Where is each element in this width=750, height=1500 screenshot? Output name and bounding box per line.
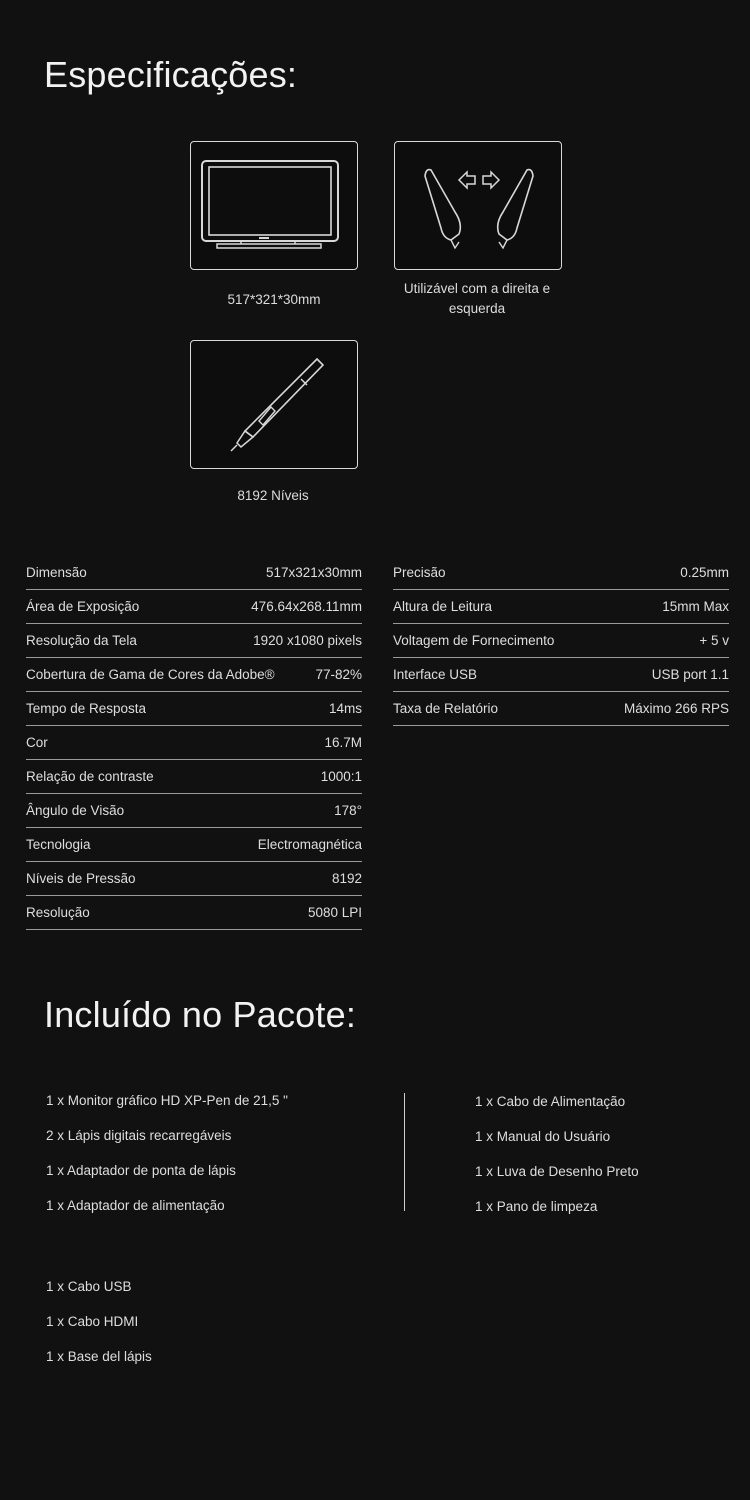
- spec-value: 517x321x30mm: [265, 565, 362, 580]
- spec-row: [26, 760, 362, 794]
- spec-value: 178°: [334, 803, 362, 818]
- package-item: 1 x Adaptador de ponta de lápis: [46, 1163, 236, 1178]
- spec-row: [26, 862, 362, 896]
- spec-row: [26, 692, 362, 726]
- spec-value: USB port 1.1: [651, 667, 729, 682]
- spec-label: Altura de Leitura: [393, 599, 493, 614]
- spec-row: [26, 794, 362, 828]
- package-divider: [404, 1093, 405, 1211]
- feature-card-ambidextrous: [394, 141, 562, 270]
- spec-value: 15mm Max: [662, 599, 729, 614]
- package-list-col1: [46, 1083, 288, 1223]
- package-item: 1 x Manual do Usuário: [475, 1129, 611, 1144]
- package-item: 1 x Base del lápis: [46, 1349, 152, 1364]
- spec-row: [26, 828, 362, 862]
- spec-value: 1000:1: [320, 769, 362, 784]
- spec-value: Electromagnética: [257, 837, 362, 852]
- spec-label: Ângulo de Visão: [26, 803, 125, 818]
- spec-label: Voltagem de Fornecimento: [393, 633, 555, 648]
- spec-label: Área de Exposição: [26, 599, 140, 614]
- spec-row: [26, 590, 362, 624]
- package-item: 1 x Luva de Desenho Preto: [475, 1164, 639, 1179]
- spec-row: [393, 658, 729, 692]
- spec-table-right: [393, 556, 729, 726]
- spec-value: 0.25mm: [680, 565, 729, 580]
- feature-caption-ambidextrous: Utilizável com a direita e esquerda: [403, 281, 551, 316]
- monitor-icon: [191, 142, 359, 271]
- package-item: 1 x Cabo USB: [46, 1279, 132, 1294]
- package-list-col3: [46, 1269, 152, 1374]
- package-item: 1 x Cabo de Alimentação: [475, 1094, 626, 1109]
- spec-value: 77-82%: [315, 667, 362, 682]
- spec-label: Relação de contraste: [26, 769, 154, 784]
- spec-label: Resolução: [26, 905, 90, 920]
- package-item: 2 x Lápis digitais recarregáveis: [46, 1128, 232, 1143]
- spec-label: Resolução da Tela: [26, 633, 137, 648]
- spec-value: + 5 v: [699, 633, 729, 648]
- feature-card-pressure: [190, 340, 358, 469]
- package-title: Incluído no Pacote:: [44, 994, 357, 1035]
- spec-label: Dimensão: [26, 565, 87, 580]
- spec-row: [393, 624, 729, 658]
- spec-row: [26, 556, 362, 590]
- spec-row: [393, 590, 729, 624]
- spec-label: Níveis de Pressão: [26, 871, 136, 886]
- feature-caption-pressure: 8192 Níveis: [237, 488, 309, 503]
- spec-row: [26, 896, 362, 930]
- spec-label: Cobertura de Gama de Cores da Adobe®: [26, 667, 275, 682]
- spec-row: [26, 624, 362, 658]
- package-item: 1 x Pano de limpeza: [475, 1199, 598, 1214]
- package-list-col2: [475, 1084, 639, 1224]
- spec-title: Especificações:: [44, 54, 298, 95]
- spec-row: [26, 726, 362, 760]
- spec-value: 476.64x268.11mm: [251, 599, 362, 614]
- spec-value: 8192: [331, 871, 362, 886]
- spec-label: Tempo de Resposta: [26, 701, 147, 716]
- spec-value: 14ms: [328, 701, 362, 716]
- spec-label: Cor: [26, 735, 48, 750]
- spec-label: Taxa de Relatório: [393, 701, 499, 716]
- package-item: 1 x Cabo HDMI: [46, 1314, 139, 1329]
- spec-table-left: [26, 556, 362, 930]
- spec-row: [26, 658, 362, 692]
- spec-label: Precisão: [393, 565, 446, 580]
- spec-row: [393, 556, 729, 590]
- stylus-icon: [191, 341, 359, 470]
- package-item: 1 x Monitor gráfico HD XP-Pen de 21,5 ": [46, 1093, 288, 1108]
- spec-value: 1920 x1080 pixels: [253, 633, 362, 648]
- spec-label: Tecnologia: [26, 837, 91, 852]
- spec-label: Interface USB: [393, 667, 478, 682]
- feature-card-monitor: [190, 141, 358, 270]
- package-item: 1 x Adaptador de alimentação: [46, 1198, 225, 1213]
- spec-row: [393, 692, 729, 726]
- pen-hands-icon: [395, 142, 563, 271]
- spec-value: 5080 LPI: [307, 905, 362, 920]
- feature-caption-size: 517*321*30mm: [227, 292, 321, 307]
- spec-value: Máximo 266 RPS: [623, 701, 729, 716]
- spec-value: 16.7M: [324, 735, 362, 750]
